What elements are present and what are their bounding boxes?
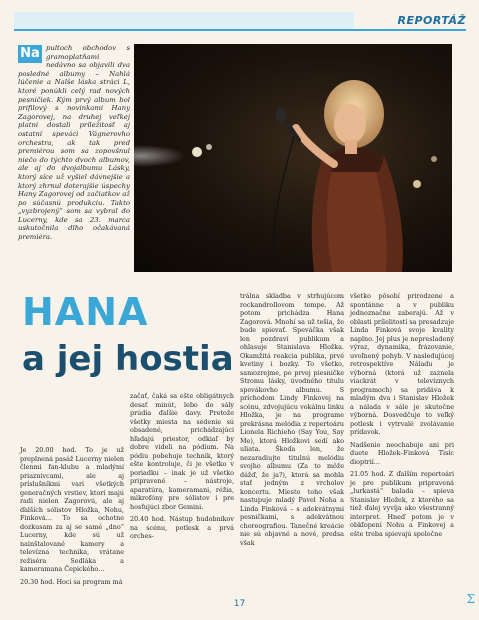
singer-photo-icon [134, 44, 452, 272]
article-column-3 [240, 292, 344, 598]
corner-scribble-icon: Σ [466, 592, 475, 606]
singer-photo [134, 44, 452, 272]
column-3-paragraph-1: trálna skladba v strhujúcom rockandrollovom tempe. Až potom prichádza Hana Zagorová. Mnohí sa už tešia, že bude spievať. Speváčka však len pozdraví publikum a ohlasuje Stanislava Hložka. Okamžitá reakcia publika, prvé kvetiny i bozky. To všetko, samozrejme, po prvej piesničke Stromu lásky, úvodného titulu spevákovho albumu. S príchodom Lindy Finkovej na scénu, zdvojujúcu vokálnu linku Hložka, je na programe prekrásna melódia z repertoáru Lionela Richieho (Say You, Say Me), ktorá Hložkovi sedí ako uliata. Škoda len, že nezaradiujte titulnú melódiu svojho albumu (Za to môže dážď, že ja?), ktorá sa mohla stať jedným z vrcholov koncertu. Miesto toho však nastupuje mladý Pavel Noha a Linda Finková – s adekvátnymi pesničkami, s adekvátnou choreografiou. Tanečné kreácie nie sú objavné a nové, predsa však [240, 292, 344, 547]
article-column-2 [130, 392, 234, 598]
headline-subtitle: a jej hostia [22, 339, 234, 379]
column-4-paragraph-2: Nadšenie neochabuje ani pri duete Hložek–Finková Tisíc dioptrií… [350, 440, 454, 466]
column-1-paragraph-2: 20.30 hod. Hoci sa program má [20, 577, 123, 586]
page-number: 17 [233, 599, 246, 609]
intro-text [18, 44, 130, 270]
section-label: REPORTÁŽ [397, 14, 466, 27]
header-fill [14, 12, 354, 29]
column-2-paragraph-2: 20.40 hod. Nástup hudobníkov na scénu, potlesk a prvá orches- [130, 515, 234, 540]
headline-name: HANA [22, 290, 149, 334]
column-4-paragraph-1: všetko pôsobí prirodzene a spontánne a v publiku jednoznačne zaberajú. Až v oblasti prílelitostí sa presadzuje Linda Finková svoje kvality naplno. Jej plus je nepresladený výraz, dynamika, frázovanie, uvoľnený pohyb. V nasledujúcej retrospektíve Náladu je výborná (ktorá už zaznela viackrát v televíznych programoch) sa pridáva k mladým dva i Stanislav Hložek a nálada v sále je skutočne výborná. Dosvedčuje to veľký potlesk i vytrvalé zvolávanie prídavok. [350, 292, 454, 436]
column-4-paragraph-3: 21.05 hod. Z ďalším repertoári je pre publikum pripravená „lurkastá“ balada – spieva Stanislav Hložek, z ktorého sa tiež ďalej vyvíja ako všestranný interpret. Hneď potom je v obkľopení Nohu a Finkovej a ešte treba spievajú spoločne [350, 470, 454, 538]
column-2-paragraph-1: začať, čaká sa ešte obligátnych desať minút, lebo do sály prúdia ďalšie davy. Pretože všetky miesta na sedenie sú obsadené, prichádzajúci hľadajú priestor, odkiaľ by dobre videli na pódium. Na pódiu pobehuje technik, ktorý ešte kontroluje, či je všetko v poriadku – inak je už všetko pripravené – nástroje, aparatúra, kameramani, réžia, mikrofóny pre sólistov i pre hosťujúci zbor Gemini. [130, 392, 234, 511]
article-column-1 [20, 446, 124, 598]
column-1-paragraph-1: Je 20.00 hod. To je už preplnená pasáž Lucerny nielen členmi fan-klubu a mladými priaznivcami, ale aj príslušníkmi vari všetkých generačných vrstiev, ktorí majú radi nielen Zagorovú, ale aj ďalších sólistov Hložka, Nohu, Finková… To sa ochotne dozkusam za aj se samé „dno“ Lucerny, kde sú už nainštalované kamery a televízna technika, vrátane režiséra Sedláka a kameramana Čepického… [20, 446, 124, 573]
intro-dropcap: Na [18, 45, 42, 63]
intro-body: pultoch obchodov s gramoplatňami nedávno sa objavili dva posledné albumy – Nahlá lúčenie a Nalše láska stráci L, ktoré ponúkli celý rad nových pesničiek. Kým prvý album bol prifilový s novinkami Hany Zagorovej, na druhej veľkej platni dostali príležitosť aj ostatní speváci Vágnerovho orchestra, ak tak pred premiérou som sa zopovšnul niečo do týchto dvoch albumov, ale aj do dvojalbumu Lásky, ktorý síce už vyšiel dávnejšie a ktorý zhrnul doterajšie úspechy Hany Zagorovej od začiatkov až po súčasnú produkciu. Takto „vyzbrojený“ som sa vybral do Lucerny, kde sa 23. marca uskutočnila dlho očakávaná premiéra. [18, 44, 130, 242]
article-column-4 [350, 292, 454, 598]
section-header-bar [14, 12, 466, 31]
